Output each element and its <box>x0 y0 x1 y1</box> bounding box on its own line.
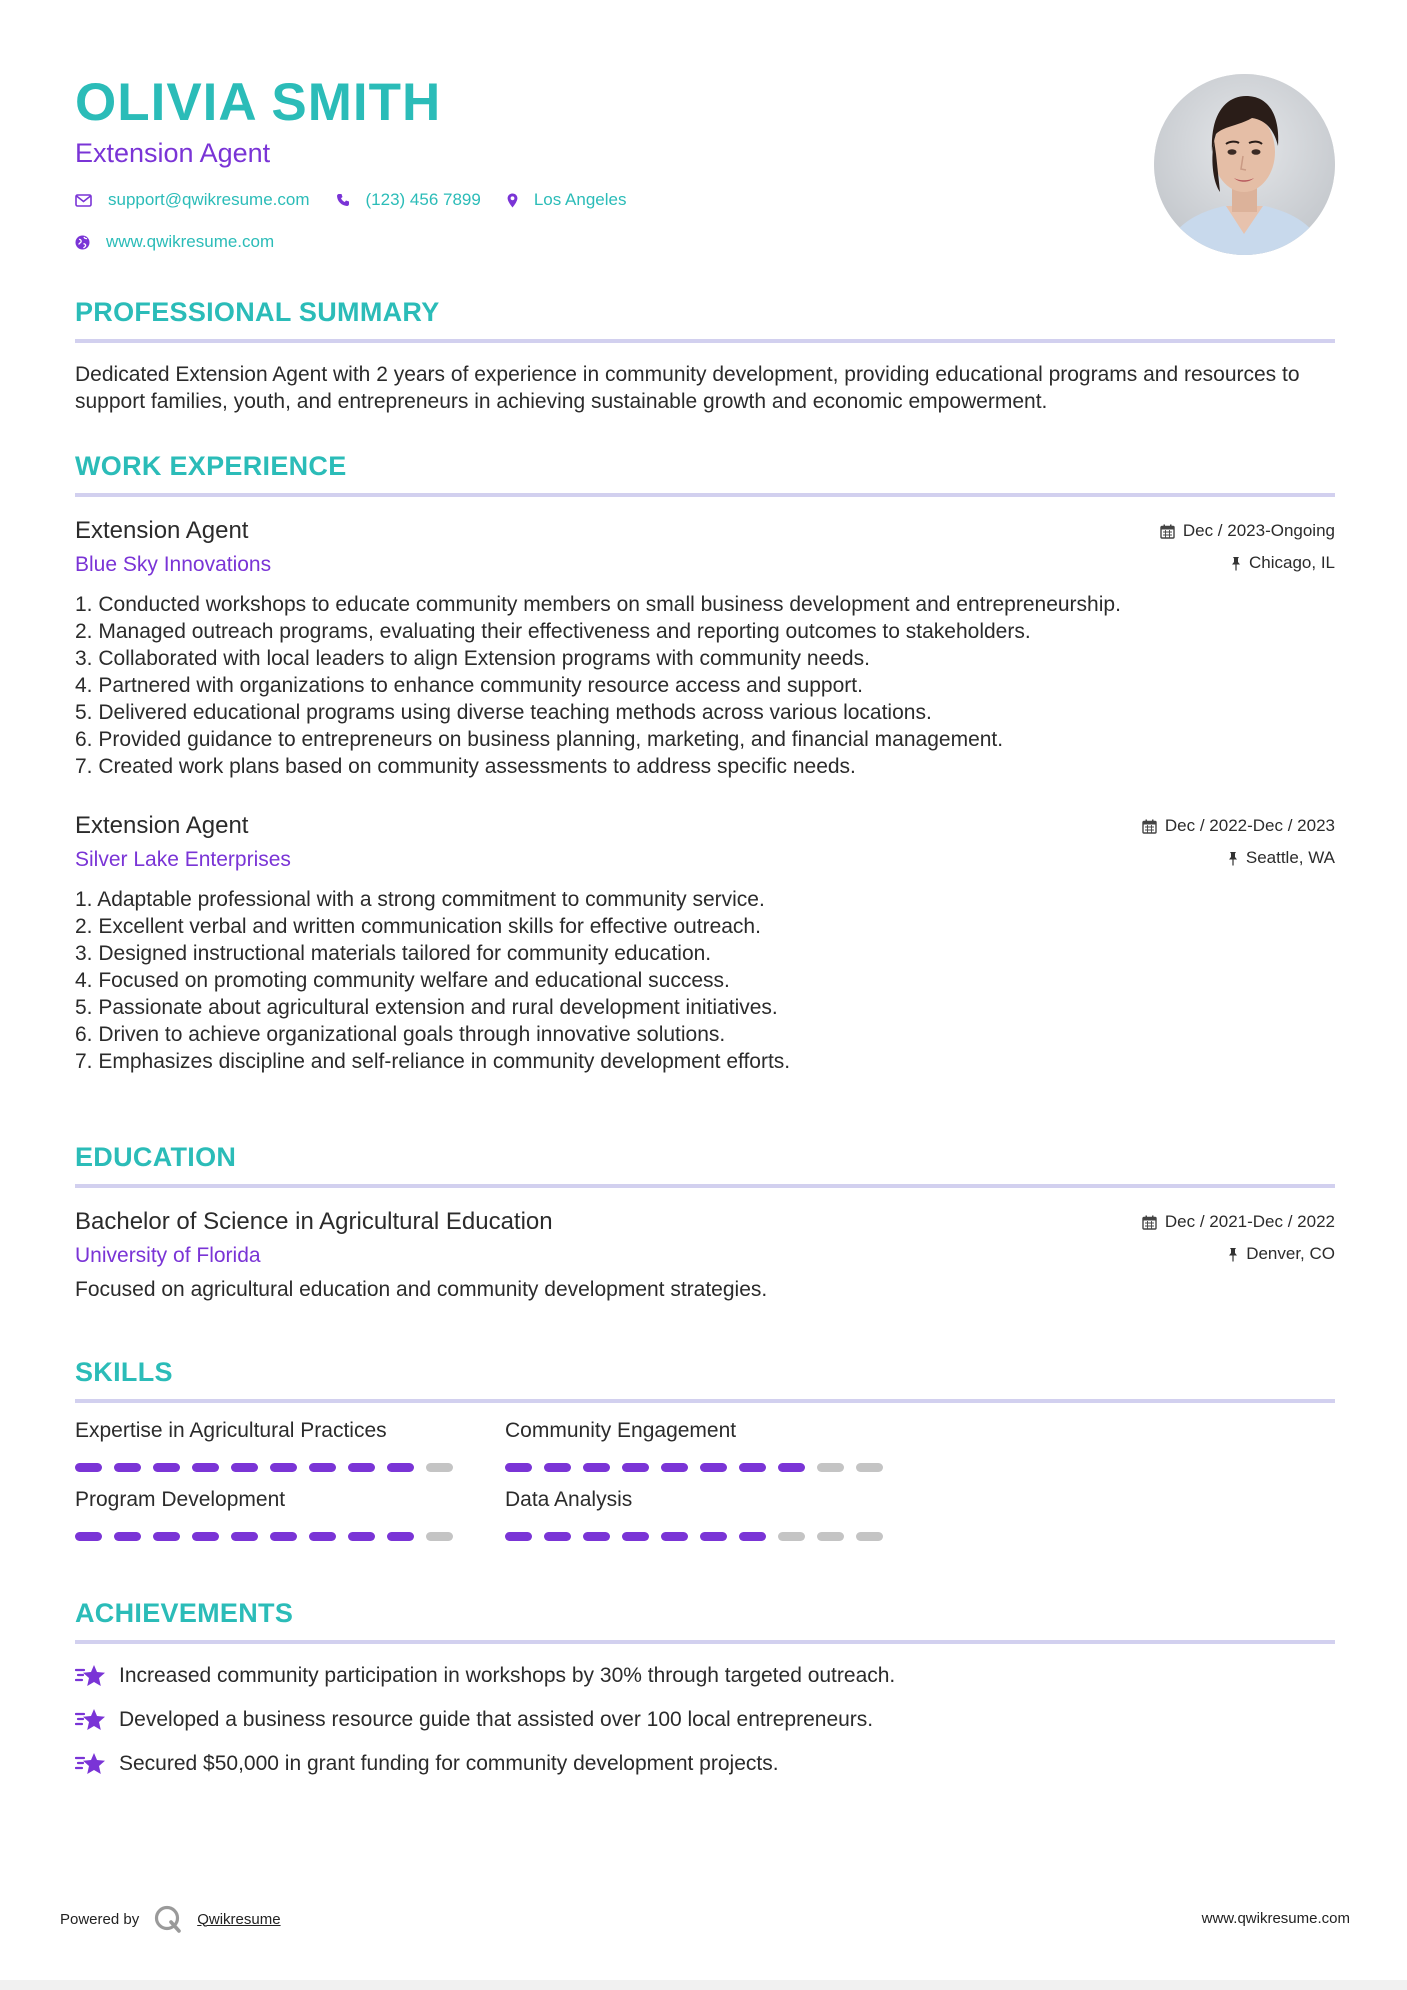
list-item: 2. Managed outreach programs, evaluating their effectiveness and reporting outcomes to stakeholders. <box>75 620 1031 643</box>
job-meta <box>1142 814 1335 870</box>
skill-dot-filled <box>192 1532 219 1541</box>
skill-dot-filled <box>153 1463 180 1472</box>
education-location <box>1142 1242 1335 1266</box>
profile-photo <box>1154 74 1335 255</box>
star-award-icon <box>75 1663 107 1689</box>
section-divider <box>75 339 1335 343</box>
job-title: Extension Agent <box>75 812 249 839</box>
phone-text: (123) 456 7899 <box>365 190 481 209</box>
experience-section <box>75 449 1335 1075</box>
job-dates-text: Dec / 2022-Dec / 2023 <box>1164 816 1335 835</box>
degree-title: Bachelor of Science in Agricultural Education <box>75 1208 553 1235</box>
job-company: Silver Lake Enterprises <box>75 848 291 871</box>
star-award-icon <box>75 1751 107 1777</box>
footer-brand-link[interactable]: Qwikresume <box>197 1910 281 1928</box>
skill-dot-filled <box>661 1463 688 1472</box>
education-location-text: Denver, CO <box>1246 1244 1335 1263</box>
skill-dot-filled <box>544 1532 571 1541</box>
job-location <box>1160 551 1335 575</box>
calendar-icon <box>1160 524 1175 539</box>
list-item: 1. Conducted workshops to educate community members on small business development and entrepreneurship. <box>75 593 1121 616</box>
skill-dot-filled <box>622 1532 649 1541</box>
skill-dot-filled <box>231 1532 258 1541</box>
skill-dot-filled <box>387 1532 414 1541</box>
envelope-icon <box>75 194 92 207</box>
list-item: 5. Passionate about agricultural extension and rural development initiatives. <box>75 996 778 1019</box>
skills-grid <box>75 1417 1335 1555</box>
education-description: Focused on agricultural education and community development strategies. <box>75 1278 768 1301</box>
section-divider <box>75 1640 1335 1644</box>
skill-dot-filled <box>544 1463 571 1472</box>
skill-dot-filled <box>114 1532 141 1541</box>
list-item: 2. Excellent verbal and written communication skills for effective outreach. <box>75 915 761 938</box>
experience-heading: WORK EXPERIENCE <box>75 451 347 481</box>
list-item: 7. Created work plans based on community assessments to address specific needs. <box>75 755 856 778</box>
pushpin-icon <box>1231 556 1241 571</box>
skill-dot-filled <box>309 1532 336 1541</box>
education-entry <box>75 1206 1335 1303</box>
skill-dot-filled <box>231 1463 258 1472</box>
star-award-icon <box>75 1707 107 1733</box>
achievements-heading: ACHIEVEMENTS <box>75 1598 294 1628</box>
list-item: 4. Partnered with organizations to enhance community resource access and support. <box>75 674 863 697</box>
skill-dot-filled <box>75 1463 102 1472</box>
skill-dot-empty <box>817 1532 844 1541</box>
job-dates <box>1142 814 1335 838</box>
skill-dot-empty <box>778 1532 805 1541</box>
phone-icon <box>336 193 350 207</box>
skill-dot-filled <box>387 1463 414 1472</box>
pushpin-icon <box>1228 851 1238 866</box>
skill-dot-filled <box>309 1463 336 1472</box>
skill-dot-empty <box>426 1463 453 1472</box>
achievements-section <box>75 1596 1335 1794</box>
job-location-text: Chicago, IL <box>1249 553 1335 572</box>
contact-location <box>507 190 627 210</box>
skill-dot-empty <box>856 1463 883 1472</box>
skill-dot-filled <box>348 1463 375 1472</box>
job-location-text: Seattle, WA <box>1245 848 1335 867</box>
calendar-icon <box>1142 819 1157 834</box>
powered-by-label: Powered by <box>60 1910 140 1928</box>
summary-text: Dedicated Extension Agent with 2 years of experience in community development, providing educational programs and resources to support families, youth, and entrepreneurs in achieving sustainable growth and economic empowerment. <box>75 363 1300 413</box>
resume-header <box>75 72 1335 254</box>
skill-dot-empty <box>426 1532 453 1541</box>
qwikresume-logo-icon <box>153 1904 183 1934</box>
skill-item <box>75 1486 505 1541</box>
job-entry <box>75 810 1335 1075</box>
list-item: 5. Delivered educational programs using diverse teaching methods across various locations. <box>75 701 932 724</box>
contact-row-secondary <box>75 230 1335 254</box>
skill-dot-filled <box>270 1463 297 1472</box>
contact-phone[interactable] <box>336 190 481 210</box>
skill-name: Program Development <box>75 1488 286 1511</box>
skill-dot-filled <box>583 1532 610 1541</box>
achievements-list <box>75 1662 1335 1778</box>
job-dates-text: Dec / 2023-Ongoing <box>1182 521 1335 540</box>
achievement-text: Increased community participation in workshops by 30% through targeted outreach. <box>119 1664 896 1687</box>
section-divider <box>75 1184 1335 1188</box>
skill-rating <box>505 1532 935 1541</box>
skill-dot-empty <box>856 1532 883 1541</box>
contact-row-primary <box>75 188 1335 212</box>
skill-dot-filled <box>270 1532 297 1541</box>
website-text: www.qwikresume.com <box>106 232 275 251</box>
achievement-text: Secured $50,000 in grant funding for community development projects. <box>119 1752 779 1775</box>
map-pin-icon <box>507 193 518 208</box>
footer-website-link[interactable]: www.qwikresume.com <box>1201 1910 1350 1927</box>
education-meta <box>1142 1210 1335 1266</box>
job-dates <box>1160 519 1335 543</box>
skills-heading: SKILLS <box>75 1357 173 1387</box>
skill-name: Expertise in Agricultural Practices <box>75 1419 387 1442</box>
list-item <box>75 1706 1335 1734</box>
calendar-icon <box>1142 1215 1157 1230</box>
skill-dot-filled <box>739 1463 766 1472</box>
skill-dot-empty <box>817 1463 844 1472</box>
list-item: 3. Designed instructional materials tailored for community education. <box>75 942 712 965</box>
email-text: support@qwikresume.com <box>108 190 310 209</box>
candidate-name: OLIVIA SMITH <box>75 73 442 132</box>
list-item: 6. Provided guidance to entrepreneurs on business planning, marketing, and financial management. <box>75 728 1004 751</box>
skill-dot-filled <box>700 1532 727 1541</box>
list-item: 7. Emphasizes discipline and self-reliance in community development efforts. <box>75 1050 791 1073</box>
list-item: 3. Collaborated with local leaders to align Extension programs with community needs. <box>75 647 870 670</box>
skill-dot-filled <box>661 1532 688 1541</box>
skill-item <box>505 1417 935 1472</box>
footer-branding <box>60 1904 281 1934</box>
skill-dot-filled <box>622 1463 649 1472</box>
skill-rating <box>75 1463 505 1472</box>
job-bullets <box>75 591 1335 780</box>
achievement-text: Developed a business resource guide that assisted over 100 local entrepreneurs. <box>119 1708 874 1731</box>
job-bullets <box>75 886 1335 1075</box>
summary-heading: PROFESSIONAL SUMMARY <box>75 297 440 327</box>
job-company: Blue Sky Innovations <box>75 553 272 576</box>
school-name: University of Florida <box>75 1244 261 1267</box>
skill-dot-filled <box>739 1532 766 1541</box>
job-location <box>1142 846 1335 870</box>
list-item: 6. Driven to achieve organizational goals through innovative solutions. <box>75 1023 726 1046</box>
profile-portrait-image <box>1154 74 1335 255</box>
list-item <box>75 1750 1335 1778</box>
skill-dot-filled <box>583 1463 610 1472</box>
section-divider <box>75 493 1335 497</box>
section-divider <box>75 1399 1335 1403</box>
skill-dot-filled <box>114 1463 141 1472</box>
job-meta <box>1160 519 1335 575</box>
job-entry <box>75 515 1335 780</box>
location-text: Los Angeles <box>533 190 627 209</box>
skill-item <box>75 1417 505 1472</box>
education-dates <box>1142 1210 1335 1234</box>
skill-dot-filled <box>700 1463 727 1472</box>
skill-rating <box>75 1532 505 1541</box>
skill-dot-filled <box>153 1532 180 1541</box>
skill-dot-filled <box>505 1532 532 1541</box>
list-item <box>75 1662 1335 1690</box>
skill-rating <box>505 1463 935 1472</box>
education-dates-text: Dec / 2021-Dec / 2022 <box>1164 1212 1335 1231</box>
skills-section <box>75 1355 1335 1555</box>
globe-icon <box>75 235 90 250</box>
skill-dot-filled <box>75 1532 102 1541</box>
education-heading: EDUCATION <box>75 1142 237 1172</box>
list-item: 4. Focused on promoting community welfare and educational success. <box>75 969 730 992</box>
summary-section <box>75 295 1335 415</box>
contact-website[interactable] <box>75 232 274 252</box>
contact-email[interactable] <box>75 190 310 210</box>
skill-item <box>505 1486 935 1541</box>
skill-dot-filled <box>778 1463 805 1472</box>
job-title: Extension Agent <box>75 517 249 544</box>
skill-name: Community Engagement <box>505 1419 737 1442</box>
skill-dot-filled <box>348 1532 375 1541</box>
page-footer <box>60 1896 1350 1936</box>
education-section <box>75 1140 1335 1303</box>
skill-name: Data Analysis <box>505 1488 633 1511</box>
skill-dot-filled <box>192 1463 219 1472</box>
candidate-title: Extension Agent <box>75 138 271 168</box>
page-bottom-edge <box>0 1980 1407 1990</box>
pushpin-icon <box>1228 1247 1238 1262</box>
list-item: 1. Adaptable professional with a strong commitment to community service. <box>75 888 765 911</box>
skill-dot-filled <box>505 1463 532 1472</box>
